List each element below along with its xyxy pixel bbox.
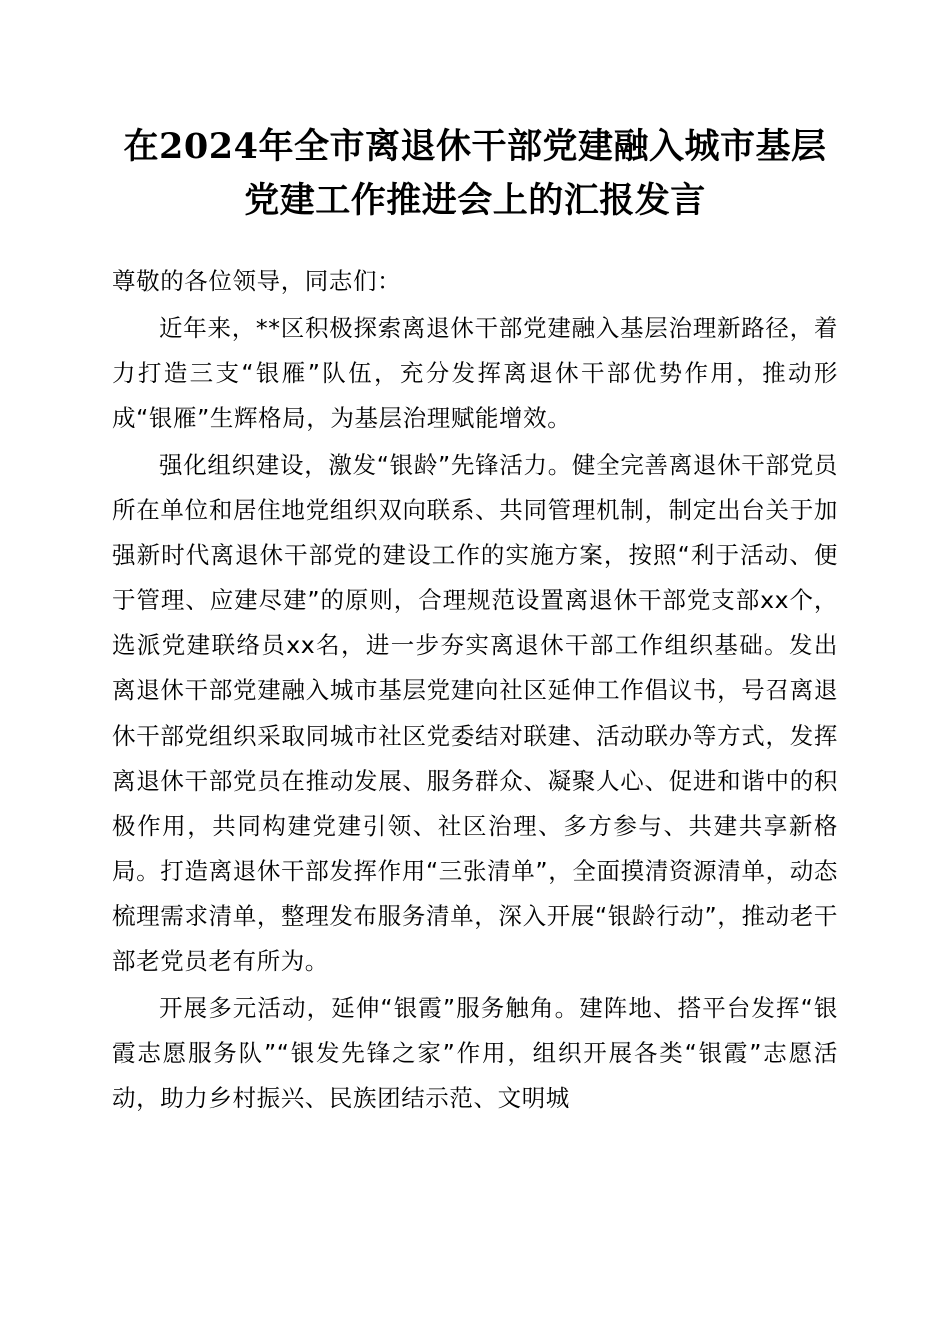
body-paragraph-3: 开展多元活动，延伸“银霞”服务触角。建阵地、搭平台发挥“银霞志愿服务队”“银发先锋之家”作用，组织开展各类“银霞”志愿活动，助力乡村振兴、民族团结示范、文明城	[112, 994, 838, 1113]
document-body	[112, 259, 838, 1122]
page-title: 在2024年全市离退休干部党建融入城市基层党建工作推进会上的汇报发言	[123, 126, 827, 222]
body-paragraph-1: 近年来，**区积极探索离退休干部党建融入基层治理新路径，着力打造三支“银雁”队伍，充分发挥离退休干部优势作用，推动形成“银雁”生辉格局，为基层治理赋能增效。	[112, 313, 838, 432]
body-paragraph-2: 强化组织建设，激发“银龄”先锋活力。健全完善离退休干部党员所在单位和居住地党组织双向联系、共同管理机制，制定出台关于加强新时代离退休干部党的建设工作的实施方案，按照“利于活动、便于管理、应建尽建”的原则，合理规范设置离退休干部党支部xx个，选派党建联络员xx名，进一步夯实离退休干部工作组织基础。发出离退休干部党建融入城市基层党建向社区延伸工作倡议书，号召离退休干部党组织采取同城市社区党委结对联建、活动联办等方式，发挥离退休干部党员在推动发展、服务群众、凝聚人心、促进和谐中的积极作用，共同构建党建引领、社区治理、多方参与、共建共享新格局。打造离退休干部发挥作用“三张清单”，全面摸清资源清单，动态梳理需求清单，整理发布服务清单，深入开展“银龄行动”，推动老干部老党员老有所为。	[112, 450, 838, 976]
salutation-paragraph: 尊敬的各位领导，同志们：	[112, 266, 402, 295]
